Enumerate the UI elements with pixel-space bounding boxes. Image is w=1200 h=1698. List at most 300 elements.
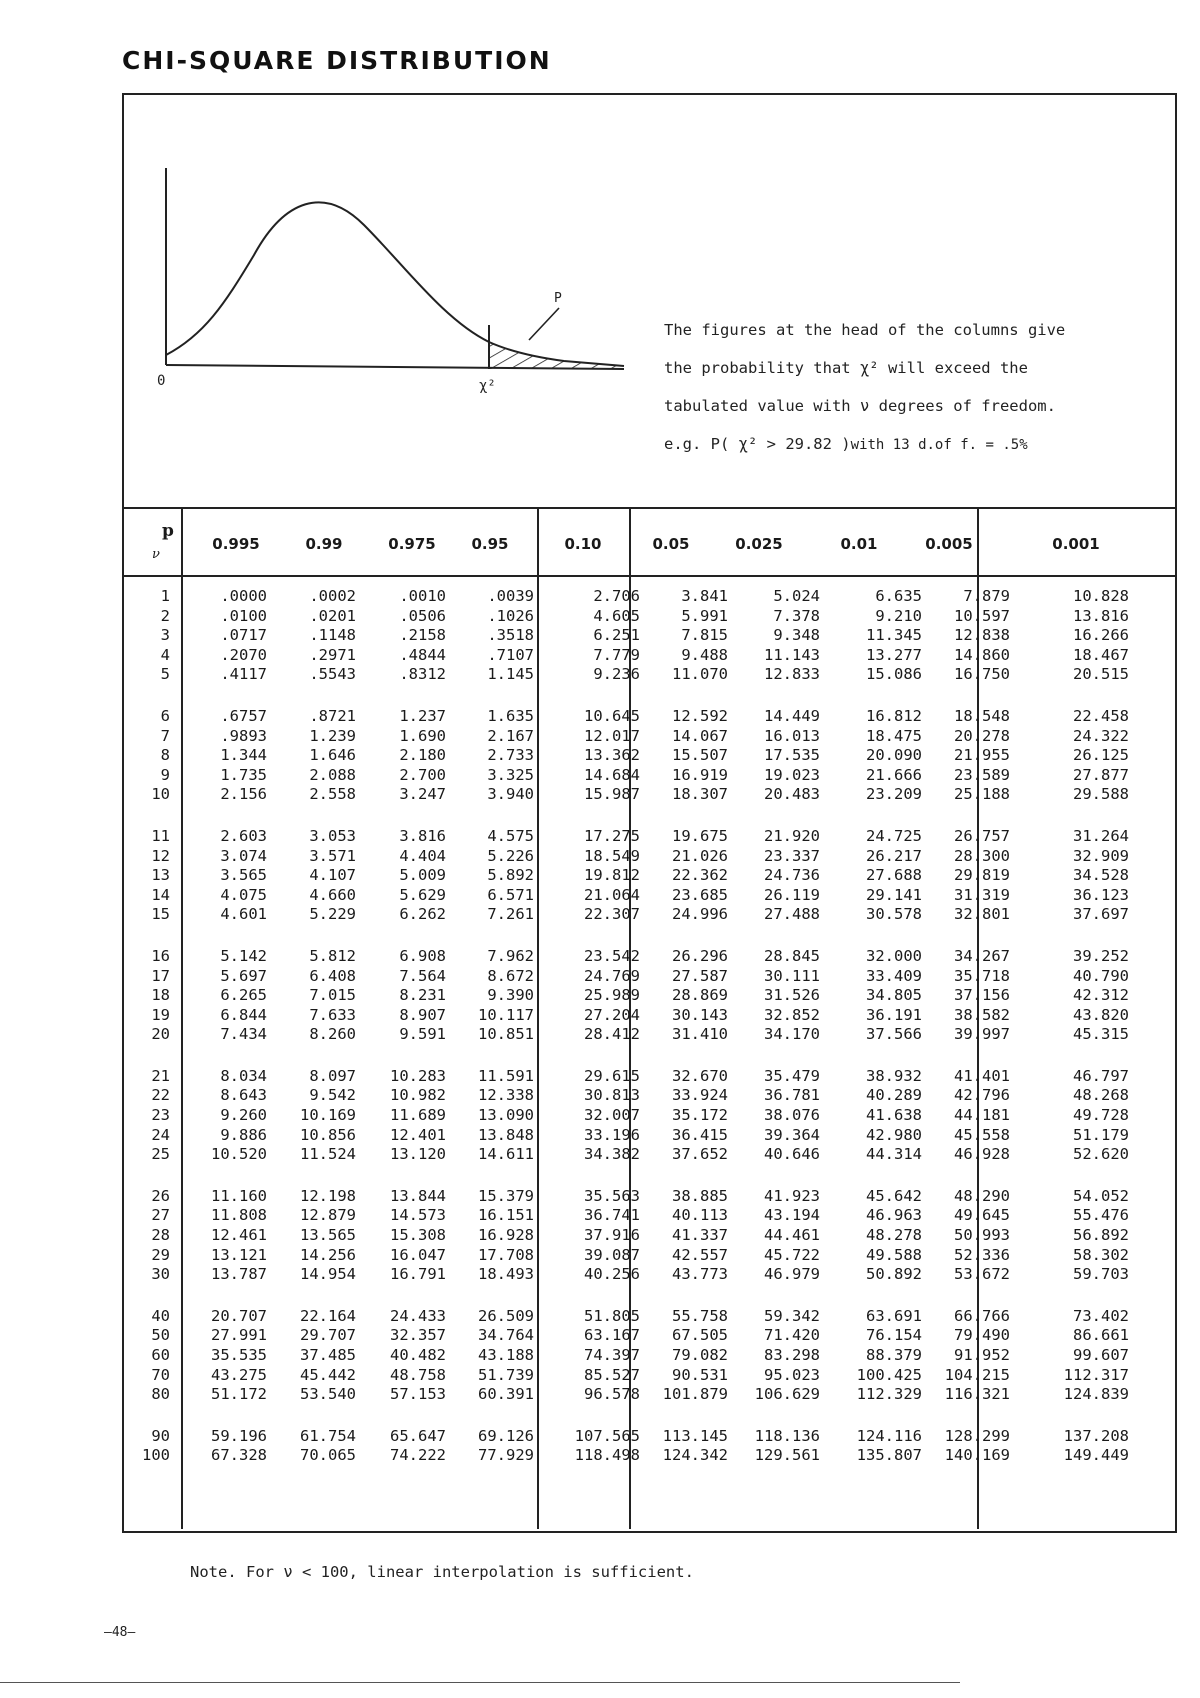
critical-value-cell: 41.638 <box>866 1106 922 1125</box>
critical-value-cell: 45.642 <box>866 1186 922 1205</box>
critical-value-cell: 15.507 <box>672 746 728 765</box>
critical-value-cell: 4.075 <box>220 885 267 904</box>
critical-value-cell: 59.703 <box>1073 1265 1129 1284</box>
critical-value-cell: .0010 <box>399 587 446 605</box>
critical-value-cell: 35.718 <box>954 966 1010 985</box>
degrees-of-freedom-cell: 11 <box>151 826 170 845</box>
critical-value-cell: 18.548 <box>954 706 1010 725</box>
tail-area-hatch <box>489 295 629 375</box>
table-row <box>124 1265 1175 1285</box>
critical-value-cell: 3.816 <box>399 826 446 845</box>
critical-value-cell: 5.226 <box>487 846 534 865</box>
critical-value-cell: 35.563 <box>584 1186 640 1205</box>
critical-value-cell: 124.116 <box>856 1426 922 1445</box>
critical-value-cell: 26.125 <box>1073 746 1129 765</box>
table-row <box>124 866 1175 886</box>
degrees-of-freedom-cell: 14 <box>151 885 170 904</box>
critical-value-cell: 3.565 <box>220 866 267 885</box>
critical-value-cell: 118.498 <box>574 1446 640 1465</box>
critical-value-cell: 12.833 <box>764 665 820 684</box>
header-nu-label: ν <box>152 547 160 562</box>
critical-value-cell: .0000 <box>220 587 267 605</box>
row-group <box>124 827 1175 925</box>
critical-value-cell: 7.378 <box>773 606 820 625</box>
critical-value-cell: 99.607 <box>1073 1346 1129 1364</box>
critical-value-cell: 27.587 <box>672 966 728 985</box>
critical-value-cell: 12.879 <box>300 1206 356 1225</box>
critical-value-cell: 70.065 <box>300 1446 356 1465</box>
table-row <box>124 986 1175 1006</box>
critical-value-cell: 1.646 <box>309 746 356 765</box>
critical-value-cell: 45.315 <box>1073 1025 1129 1044</box>
critical-value-cell: 76.154 <box>866 1326 922 1345</box>
table-row <box>124 1326 1175 1346</box>
table-frame <box>122 93 1177 1533</box>
critical-value-cell: 2.558 <box>309 785 356 804</box>
critical-value-cell: 17.535 <box>764 746 820 765</box>
page-title: CHI-SQUARE DISTRIBUTION <box>122 46 552 75</box>
critical-value-cell: 16.750 <box>954 665 1010 684</box>
critical-value-cell: 2.180 <box>399 746 446 765</box>
degrees-of-freedom-cell: 40 <box>151 1306 170 1325</box>
critical-value-cell: 4.575 <box>487 826 534 845</box>
critical-value-cell: 6.262 <box>399 905 446 924</box>
critical-value-cell: 5.024 <box>773 587 820 605</box>
critical-value-cell: 36.781 <box>764 1086 820 1105</box>
note-line-1: The figures at the head of the columns give <box>664 321 1066 339</box>
critical-value-cell: 35.172 <box>672 1106 728 1125</box>
critical-value-cell: 26.757 <box>954 826 1010 845</box>
critical-value-cell: 55.758 <box>672 1306 728 1325</box>
note-line-4 <box>664 425 1134 464</box>
table-row <box>124 1145 1175 1165</box>
critical-value-cell: 18.493 <box>478 1265 534 1284</box>
critical-value-cell: 31.526 <box>764 986 820 1005</box>
critical-value-cell: 40.289 <box>866 1086 922 1105</box>
critical-value-cell: 69.126 <box>478 1426 534 1445</box>
critical-value-cell: 55.476 <box>1073 1206 1129 1225</box>
header-cell: 0.95 <box>471 535 509 553</box>
critical-value-cell: 19.675 <box>672 826 728 845</box>
critical-value-cell: 16.812 <box>866 706 922 725</box>
degrees-of-freedom-cell: 20 <box>151 1025 170 1044</box>
critical-value-cell: 88.379 <box>866 1346 922 1364</box>
critical-value-cell: 56.892 <box>1073 1226 1129 1245</box>
critical-value-cell: 12.338 <box>478 1086 534 1105</box>
critical-value-cell: 9.488 <box>681 645 728 664</box>
critical-value-cell: 23.337 <box>764 846 820 865</box>
critical-value-cell: 14.573 <box>390 1206 446 1225</box>
header-cell: 0.975 <box>388 535 436 553</box>
critical-value-cell: 10.856 <box>300 1125 356 1144</box>
critical-value-cell: 25.989 <box>584 986 640 1005</box>
critical-value-cell: 23.209 <box>866 785 922 804</box>
critical-value-cell: 29.615 <box>584 1066 640 1085</box>
degrees-of-freedom-cell: 21 <box>151 1066 170 1085</box>
critical-value-cell: 9.348 <box>773 626 820 645</box>
degrees-of-freedom-cell: 19 <box>151 1005 170 1024</box>
critical-value-cell: 10.117 <box>478 1005 534 1024</box>
critical-value-cell: 6.251 <box>593 626 640 645</box>
row-group <box>124 1067 1175 1165</box>
critical-value-cell: 44.461 <box>764 1226 820 1245</box>
critical-value-cell: 106.629 <box>754 1385 820 1404</box>
critical-value-cell: 8.260 <box>309 1025 356 1044</box>
critical-value-cell: 32.909 <box>1073 846 1129 865</box>
critical-value-cell: 50.993 <box>954 1226 1010 1245</box>
critical-value-cell: 10.169 <box>300 1106 356 1125</box>
critical-value-cell: 13.565 <box>300 1226 356 1245</box>
table-row <box>124 1126 1175 1146</box>
critical-value-cell: 21.955 <box>954 746 1010 765</box>
critical-value-cell: 43.275 <box>211 1365 267 1384</box>
critical-value-cell: 3.841 <box>681 587 728 605</box>
critical-value-cell: 9.210 <box>875 606 922 625</box>
critical-value-cell: 30.578 <box>866 905 922 924</box>
critical-value-cell: 18.307 <box>672 785 728 804</box>
critical-value-cell: 27.204 <box>584 1005 640 1024</box>
header-cell: 0.05 <box>652 535 690 553</box>
table-row <box>124 1086 1175 1106</box>
critical-value-cell: 6.635 <box>875 587 922 605</box>
degrees-of-freedom-cell: 70 <box>151 1365 170 1384</box>
critical-value-cell: 33.924 <box>672 1086 728 1105</box>
critical-value-cell: 8.643 <box>220 1086 267 1105</box>
critical-value-cell: 3.571 <box>309 846 356 865</box>
critical-value-cell: 57.153 <box>390 1385 446 1404</box>
degrees-of-freedom-cell: 3 <box>160 626 170 645</box>
critical-value-cell: 41.337 <box>672 1226 728 1245</box>
degrees-of-freedom-cell: 9 <box>160 765 170 784</box>
degrees-of-freedom-cell: 18 <box>151 986 170 1005</box>
header-cell: 0.005 <box>925 535 973 553</box>
table-row <box>124 1246 1175 1266</box>
critical-value-cell: 12.198 <box>300 1186 356 1205</box>
row-group <box>124 947 1175 1045</box>
table-row <box>124 766 1175 786</box>
degrees-of-freedom-cell: 60 <box>151 1346 170 1364</box>
critical-value-cell: 67.328 <box>211 1446 267 1465</box>
critical-value-cell: 40.113 <box>672 1206 728 1225</box>
table-row <box>124 847 1175 867</box>
critical-value-cell: 16.013 <box>764 726 820 745</box>
critical-value-cell: 30.143 <box>672 1005 728 1024</box>
critical-value-cell: 10.597 <box>954 606 1010 625</box>
critical-value-cell: 40.646 <box>764 1145 820 1164</box>
critical-value-cell: 34.267 <box>954 946 1010 965</box>
critical-value-cell: 21.920 <box>764 826 820 845</box>
critical-value-cell: 37.156 <box>954 986 1010 1005</box>
critical-value-cell: 28.300 <box>954 846 1010 865</box>
critical-value-cell: 27.688 <box>866 866 922 885</box>
critical-value-cell: 32.670 <box>672 1066 728 1085</box>
critical-value-cell: 44.181 <box>954 1106 1010 1125</box>
critical-value-cell: 10.851 <box>478 1025 534 1044</box>
critical-value-cell: 24.725 <box>866 826 922 845</box>
critical-value-cell: 1.735 <box>220 765 267 784</box>
critical-value-cell: 33.196 <box>584 1125 640 1144</box>
critical-value-cell: 71.420 <box>764 1326 820 1345</box>
critical-value-cell: 18.549 <box>584 846 640 865</box>
critical-value-cell: 8.097 <box>309 1066 356 1085</box>
critical-value-cell: 27.877 <box>1073 765 1129 784</box>
degrees-of-freedom-cell: 29 <box>151 1245 170 1264</box>
critical-value-cell: 9.260 <box>220 1106 267 1125</box>
critical-value-cell: 90.531 <box>672 1365 728 1384</box>
critical-value-cell: 20.707 <box>211 1306 267 1325</box>
critical-value-cell: .9893 <box>220 726 267 745</box>
degrees-of-freedom-cell: 10 <box>151 785 170 804</box>
critical-value-cell: 52.620 <box>1073 1145 1129 1164</box>
critical-value-cell: .0717 <box>220 626 267 645</box>
note-example-sub: with 13 d.of f. <box>850 437 978 453</box>
critical-value-cell: 3.053 <box>309 826 356 845</box>
table-row <box>124 1106 1175 1126</box>
critical-value-cell: 95.023 <box>764 1365 820 1384</box>
origin-label: 0 <box>157 373 166 389</box>
critical-value-cell: 33.409 <box>866 966 922 985</box>
critical-value-cell: 15.379 <box>478 1186 534 1205</box>
critical-value-cell: 10.982 <box>390 1086 446 1105</box>
degrees-of-freedom-cell: 23 <box>151 1106 170 1125</box>
critical-value-cell: 23.685 <box>672 885 728 904</box>
critical-value-cell: 29.819 <box>954 866 1010 885</box>
degrees-of-freedom-cell: 80 <box>151 1385 170 1404</box>
critical-value-cell: 42.312 <box>1073 986 1129 1005</box>
critical-value-cell: .0506 <box>399 606 446 625</box>
critical-value-cell: 16.151 <box>478 1206 534 1225</box>
table-body <box>124 587 1175 1488</box>
critical-value-cell: .1148 <box>309 626 356 645</box>
critical-value-cell: 40.256 <box>584 1265 640 1284</box>
critical-value-cell: 40.790 <box>1073 966 1129 985</box>
degrees-of-freedom-cell: 28 <box>151 1226 170 1245</box>
critical-value-cell: 6.265 <box>220 986 267 1005</box>
critical-value-cell: 124.342 <box>662 1446 728 1465</box>
critical-value-cell: .8312 <box>399 665 446 684</box>
table-row <box>124 587 1175 607</box>
critical-value-cell: 34.382 <box>584 1145 640 1164</box>
critical-value-cell: 2.603 <box>220 826 267 845</box>
critical-value-cell: 4.404 <box>399 846 446 865</box>
critical-value-cell: 12.461 <box>211 1226 267 1245</box>
critical-value-cell: 1.239 <box>309 726 356 745</box>
degrees-of-freedom-cell: 30 <box>151 1265 170 1284</box>
critical-value-cell: 74.222 <box>390 1446 446 1465</box>
critical-value-cell: 4.601 <box>220 905 267 924</box>
degrees-of-freedom-cell: 26 <box>151 1186 170 1205</box>
critical-value-cell: 6.408 <box>309 966 356 985</box>
critical-value-cell: 20.515 <box>1073 665 1129 684</box>
critical-value-cell: 46.963 <box>866 1206 922 1225</box>
critical-value-cell: 7.261 <box>487 905 534 924</box>
degrees-of-freedom-cell: 1 <box>160 587 170 605</box>
critical-value-cell: 101.879 <box>662 1385 728 1404</box>
critical-value-cell: 16.919 <box>672 765 728 784</box>
critical-value-cell: 14.256 <box>300 1245 356 1264</box>
degrees-of-freedom-cell: 50 <box>151 1326 170 1345</box>
critical-value-cell: 53.672 <box>954 1265 1010 1284</box>
critical-value-cell: 96.578 <box>584 1385 640 1404</box>
critical-value-cell: 24.736 <box>764 866 820 885</box>
critical-value-cell: 18.467 <box>1073 645 1129 664</box>
critical-value-cell: 19.812 <box>584 866 640 885</box>
critical-value-cell: 27.488 <box>764 905 820 924</box>
critical-value-cell: 104.215 <box>944 1365 1010 1384</box>
note-example: e.g. P( χ² > 29.82 ) <box>664 435 851 453</box>
critical-value-cell: 51.805 <box>584 1306 640 1325</box>
critical-value-cell: 10.520 <box>211 1145 267 1164</box>
critical-value-cell: 37.697 <box>1073 905 1129 924</box>
critical-value-cell: .0201 <box>309 606 356 625</box>
critical-value-cell: 13.362 <box>584 746 640 765</box>
p-label: P <box>554 291 562 306</box>
critical-value-cell: 20.278 <box>954 726 1010 745</box>
critical-value-cell: 7.434 <box>220 1025 267 1044</box>
critical-value-cell: 79.082 <box>672 1346 728 1364</box>
critical-value-cell: 7.962 <box>487 946 534 965</box>
critical-value-cell: 32.852 <box>764 1005 820 1024</box>
critical-value-cell: 13.120 <box>390 1145 446 1164</box>
critical-value-cell: 38.582 <box>954 1005 1010 1024</box>
table-row <box>124 646 1175 666</box>
row-group <box>124 1427 1175 1466</box>
critical-value-cell: 46.979 <box>764 1265 820 1284</box>
critical-value-cell: 2.156 <box>220 785 267 804</box>
critical-value-cell: .2971 <box>309 645 356 664</box>
critical-value-cell: .6757 <box>220 706 267 725</box>
critical-value-cell: 1.635 <box>487 706 534 725</box>
row-group <box>124 1187 1175 1285</box>
critical-value-cell: 59.196 <box>211 1426 267 1445</box>
critical-value-cell: 10.828 <box>1073 587 1129 605</box>
critical-value-cell: .2158 <box>399 626 446 645</box>
distribution-graph <box>124 95 1175 509</box>
critical-value-cell: 29.141 <box>866 885 922 904</box>
critical-value-cell: 4.107 <box>309 866 356 885</box>
critical-value-cell: 41.923 <box>764 1186 820 1205</box>
critical-value-cell: 6.844 <box>220 1005 267 1024</box>
critical-value-cell: 149.449 <box>1063 1446 1129 1465</box>
row-group <box>124 1307 1175 1405</box>
critical-value-cell: 4.605 <box>593 606 640 625</box>
critical-value-cell: 14.067 <box>672 726 728 745</box>
critical-value-cell: 100.425 <box>856 1365 922 1384</box>
critical-value-cell: 46.928 <box>954 1145 1010 1164</box>
critical-value-cell: 28.845 <box>764 946 820 965</box>
critical-value-cell: 11.524 <box>300 1145 356 1164</box>
critical-value-cell: 116.321 <box>944 1385 1010 1404</box>
degrees-of-freedom-cell: 4 <box>160 645 170 664</box>
critical-value-cell: 30.111 <box>764 966 820 985</box>
critical-value-cell: 11.160 <box>211 1186 267 1205</box>
critical-value-cell: 2.167 <box>487 726 534 745</box>
critical-value-cell: .0002 <box>309 587 356 605</box>
critical-value-cell: 67.505 <box>672 1326 728 1345</box>
degrees-of-freedom-cell: 22 <box>151 1086 170 1105</box>
critical-value-cell: 11.345 <box>866 626 922 645</box>
note-example-value: = .5% <box>977 437 1028 453</box>
degrees-of-freedom-cell: 13 <box>151 866 170 885</box>
critical-value-cell: 2.733 <box>487 746 534 765</box>
table-row <box>124 1187 1175 1207</box>
chi-square-label: χ² <box>479 378 496 394</box>
table-row <box>124 1067 1175 1087</box>
degrees-of-freedom-cell: 17 <box>151 966 170 985</box>
critical-value-cell: 13.848 <box>478 1125 534 1144</box>
critical-value-cell: 45.558 <box>954 1125 1010 1144</box>
critical-value-cell: 137.208 <box>1063 1426 1129 1445</box>
degrees-of-freedom-cell: 2 <box>160 606 170 625</box>
critical-value-cell: 5.229 <box>309 905 356 924</box>
critical-value-cell: 29.707 <box>300 1326 356 1345</box>
critical-value-cell: 58.302 <box>1073 1245 1129 1264</box>
critical-value-cell: 39.364 <box>764 1125 820 1144</box>
degrees-of-freedom-cell: 25 <box>151 1145 170 1164</box>
table-row <box>124 1366 1175 1386</box>
critical-value-cell: 36.191 <box>866 1005 922 1024</box>
critical-value-cell: 9.886 <box>220 1125 267 1144</box>
degrees-of-freedom-cell: 6 <box>160 706 170 725</box>
critical-value-cell: 48.290 <box>954 1186 1010 1205</box>
critical-value-cell: 3.247 <box>399 785 446 804</box>
critical-value-cell: 42.980 <box>866 1125 922 1144</box>
critical-value-cell: 38.885 <box>672 1186 728 1205</box>
critical-value-cell: 1.344 <box>220 746 267 765</box>
critical-value-cell: 37.485 <box>300 1346 356 1364</box>
critical-value-cell: 46.797 <box>1073 1066 1129 1085</box>
critical-value-cell: 22.164 <box>300 1306 356 1325</box>
critical-value-cell: 8.231 <box>399 986 446 1005</box>
row-group <box>124 707 1175 805</box>
critical-value-cell: 129.561 <box>754 1446 820 1465</box>
critical-value-cell: .0039 <box>487 587 534 605</box>
critical-value-cell: 42.557 <box>672 1245 728 1264</box>
table-row <box>124 1226 1175 1246</box>
critical-value-cell: 4.660 <box>309 885 356 904</box>
critical-value-cell: 25.188 <box>954 785 1010 804</box>
critical-value-cell: 2.088 <box>309 765 356 784</box>
table-row <box>124 607 1175 627</box>
degrees-of-freedom-cell: 90 <box>151 1426 170 1445</box>
critical-value-cell: 43.820 <box>1073 1005 1129 1024</box>
header-cell: 0.99 <box>305 535 343 553</box>
critical-value-cell: 7.779 <box>593 645 640 664</box>
critical-value-cell: 79.490 <box>954 1326 1010 1345</box>
critical-value-cell: 43.773 <box>672 1265 728 1284</box>
critical-value-cell: 7.015 <box>309 986 356 1005</box>
critical-value-cell: 60.391 <box>478 1385 534 1404</box>
critical-value-cell: 31.410 <box>672 1025 728 1044</box>
critical-value-cell: 128.299 <box>944 1426 1010 1445</box>
critical-value-cell: 53.540 <box>300 1385 356 1404</box>
critical-value-cell: 15.308 <box>390 1226 446 1245</box>
critical-value-cell: 2.706 <box>593 587 640 605</box>
critical-value-cell: 37.652 <box>672 1145 728 1164</box>
table-row <box>124 886 1175 906</box>
header-cell: 0.995 <box>212 535 260 553</box>
degrees-of-freedom-cell: 12 <box>151 846 170 865</box>
critical-value-cell: 24.996 <box>672 905 728 924</box>
critical-value-cell: 49.588 <box>866 1245 922 1264</box>
critical-value-cell: .4844 <box>399 645 446 664</box>
critical-value-cell: 34.170 <box>764 1025 820 1044</box>
critical-value-cell: .4117 <box>220 665 267 684</box>
critical-value-cell: .5543 <box>309 665 356 684</box>
critical-value-cell: 77.929 <box>478 1446 534 1465</box>
critical-value-cell: 7.815 <box>681 626 728 645</box>
table-row <box>124 1385 1175 1405</box>
